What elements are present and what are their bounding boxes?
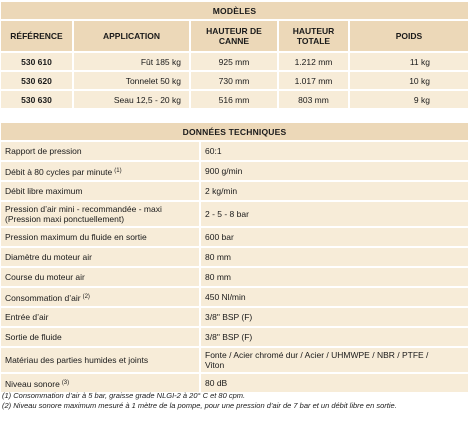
models-caption: MODÈLES [1,2,468,20]
spec-label: Consommation d’air $^{(2)}$ [1,287,200,307]
row-reference: 530 610 [1,52,73,71]
row-hauteur-canne: 730 mm [190,71,278,90]
spec-value: 60:1 [200,141,468,161]
table-row [1,373,468,392]
row-reference: 530 620 [1,71,73,90]
footnote: (2) Niveau sonore maximum mesuré à 1 mètre de la pompe, pour une pression d’air de 7 bar et un débit libre en sortie. [2,401,397,410]
table-row [1,247,468,267]
table-row [1,141,468,161]
header-application: APPLICATION [73,20,190,52]
row-poids: 10 kg [349,71,468,90]
row-hauteur-totale: 1.212 mm [278,52,349,71]
spec-value: Fonte / Acier chromé dur / Acier / UHMWPE / NBR / PTFE / Viton [200,347,468,373]
table-row [1,161,468,181]
spec-label: Matériau des parties humides et joints [1,347,200,373]
spec-label: Sortie de fluide [1,327,200,347]
footnote: (1) Consommation d’air à 5 bar, graisse grade NLGI-2 à 20° C et 80 cpm. [2,391,246,400]
row-reference: 530 630 [1,90,73,108]
spec-label: Niveau sonore $^{(3)}$ [1,373,200,392]
footnote-ref: (3) [61,379,70,386]
spec-label: Diamètre du moteur air [1,247,200,267]
tech-caption: DONNÉES TECHNIQUES [1,123,468,141]
table-row [1,227,468,247]
models-table [1,2,468,108]
spec-label: Pression d’air mini - recommandée - maxi (Pression maxi ponctuellement) [1,201,200,227]
table-row [1,181,468,201]
table-row [1,201,468,227]
table-row [1,71,468,90]
table-row [1,347,468,373]
row-application: Seau 12,5 - 20 kg [73,90,190,108]
row-application: Tonnelet 50 kg [73,71,190,90]
header-poids: POIDS [349,20,468,52]
header-hauteur-canne: HAUTEUR DE CANNE [190,20,278,52]
footnote-ref: (2) [82,293,90,300]
spec-value: 80 dB [200,373,468,392]
spec-value: 80 mm [200,247,468,267]
footnotes [2,391,470,411]
table-row [1,52,468,71]
spec-value: 2 kg/min [200,181,468,201]
row-hauteur-totale: 803 mm [278,90,349,108]
spec-value: 2 - 5 - 8 bar [200,201,468,227]
spec-label: Rapport de pression [1,141,200,161]
spec-label: Entrée d’air [1,307,200,327]
spec-label: Débit à 80 cycles par minute $^{(1)}$ [1,161,200,181]
spec-value: 900 g/min [200,161,468,181]
table-row [1,287,468,307]
row-application: Fût 185 kg [73,52,190,71]
row-poids: 11 kg [349,52,468,71]
table-row [1,327,468,347]
spec-value: 3/8" BSP (F) [200,307,468,327]
header-reference: RÉFÉRENCE [1,20,73,52]
table-row [1,267,468,287]
tech-table [1,123,468,392]
spec-label: Course du moteur air [1,267,200,287]
spec-label: Pression maximum du fluide en sortie [1,227,200,247]
footnote-ref: (1) [114,167,122,174]
row-poids: 9 kg [349,90,468,108]
table-row [1,90,468,108]
row-hauteur-totale: 1.017 mm [278,71,349,90]
spec-value: 80 mm [200,267,468,287]
table-row [1,307,468,327]
spec-value: 600 bar [200,227,468,247]
row-hauteur-canne: 925 mm [190,52,278,71]
row-hauteur-canne: 516 mm [190,90,278,108]
spec-value: 3/8" BSP (F) [200,327,468,347]
spec-value: 450 Nl/min [200,287,468,307]
header-hauteur-totale: HAUTEUR TOTALE [278,20,349,52]
spec-label: Débit libre maximum [1,181,200,201]
